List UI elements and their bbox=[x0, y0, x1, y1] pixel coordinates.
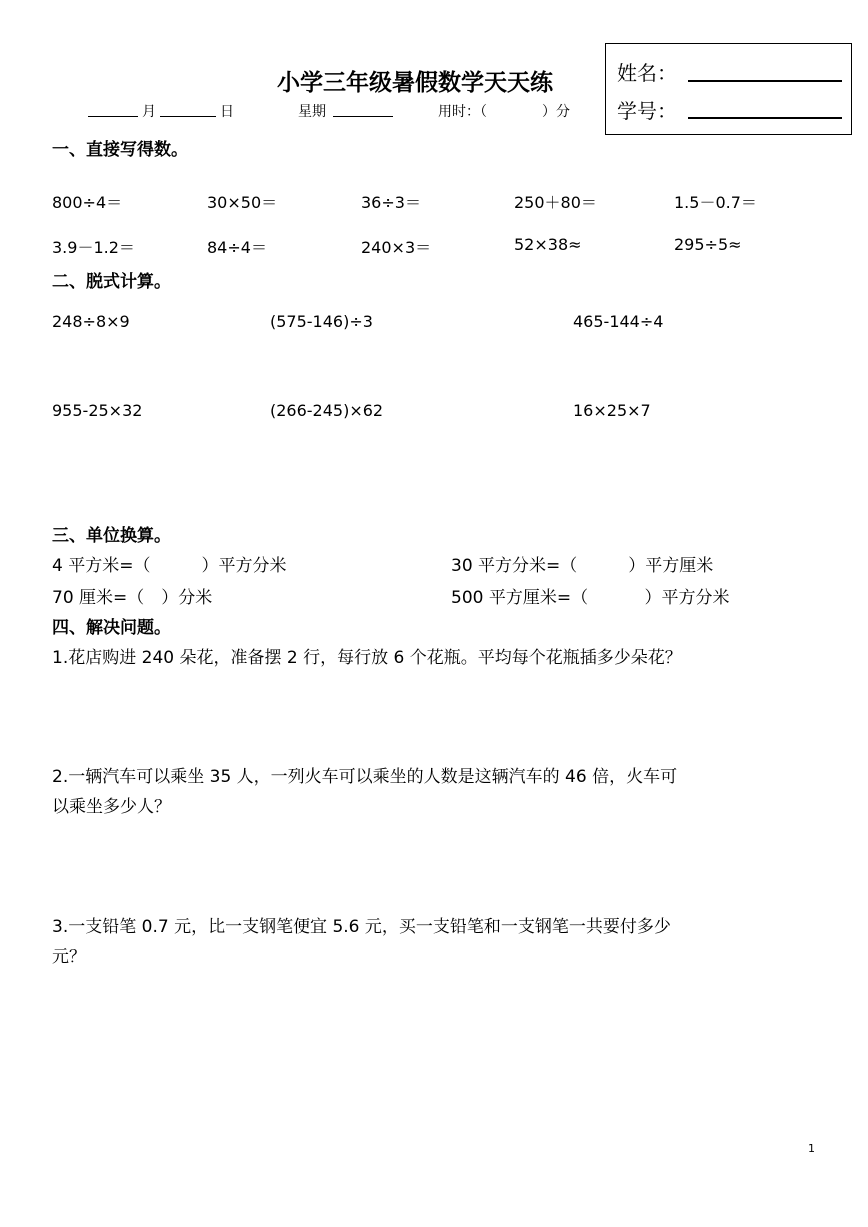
step-problem: 955-25×32 bbox=[52, 401, 143, 420]
student-number-field[interactable] bbox=[688, 117, 842, 119]
oral-problem: 800÷4＝ bbox=[52, 193, 123, 212]
oral-problem: 295÷5≈ bbox=[674, 235, 742, 254]
word-problem-2-line-1: 2.一辆汽车可以乘坐 35 人，一列火车可以乘坐的人数是这辆汽车的 46 倍，火车可 bbox=[52, 767, 678, 787]
step-problem: 248÷8×9 bbox=[52, 312, 130, 331]
name-field[interactable] bbox=[688, 80, 842, 82]
page-number: 1 bbox=[808, 1142, 815, 1155]
oral-problem: 1.5－0.7＝ bbox=[674, 193, 757, 212]
month-label: 月 bbox=[142, 104, 156, 120]
day-blank[interactable] bbox=[160, 102, 216, 117]
conversion-item: 30 平方分米=（ ）平方厘米 bbox=[451, 556, 714, 576]
word-problem-2-line-2: 以乘坐多少人？ bbox=[52, 797, 171, 817]
student-info-box bbox=[605, 43, 852, 135]
weekday-label: 星期 bbox=[298, 104, 326, 120]
page-title: 小学三年级暑假数学天天练 bbox=[277, 69, 553, 96]
time-unit: ）分 bbox=[542, 104, 570, 120]
oral-problem: 52×38≈ bbox=[514, 235, 582, 254]
section-title-direct-answers: 一、直接写得数。 bbox=[52, 140, 188, 160]
oral-problem: 250＋80＝ bbox=[514, 193, 597, 212]
student-number-label: 学号： bbox=[617, 99, 677, 123]
oral-problem: 3.9－1.2＝ bbox=[52, 238, 135, 257]
month-blank[interactable] bbox=[88, 102, 138, 117]
oral-problem: 36÷3＝ bbox=[361, 193, 421, 212]
name-label: 姓名： bbox=[617, 61, 677, 85]
step-problem: 16×25×7 bbox=[573, 401, 651, 420]
conversion-item: 70 厘米=（ ）分米 bbox=[52, 588, 213, 608]
weekday-blank[interactable] bbox=[333, 102, 393, 117]
word-problem-3-line-2: 元？ bbox=[52, 947, 86, 967]
conversion-item: 500 平方厘米=（ ）平方分米 bbox=[451, 588, 730, 608]
oral-problem: 240×3＝ bbox=[361, 238, 432, 257]
word-problem-1: 1.花店购进 240 朵花，准备摆 2 行，每行放 6 个花瓶。平均每个花瓶插多少朵花？ bbox=[52, 648, 682, 668]
day-label: 日 bbox=[220, 104, 234, 120]
step-problem: 465-144÷4 bbox=[573, 312, 664, 331]
step-problem: (266-245)×62 bbox=[270, 401, 384, 420]
section-title-step-calculation: 二、脱式计算。 bbox=[52, 272, 171, 292]
oral-problem: 30×50＝ bbox=[207, 193, 278, 212]
oral-problem: 84÷4＝ bbox=[207, 238, 267, 257]
section-title-word-problems: 四、解决问题。 bbox=[52, 618, 171, 638]
conversion-item: 4 平方米=（ ）平方分米 bbox=[52, 556, 287, 576]
time-label: 用时：（ bbox=[438, 104, 487, 120]
word-problem-3-line-1: 3.一支铅笔 0.7 元，比一支钢笔便宜 5.6 元，买一支铅笔和一支钢笔一共要付多少 bbox=[52, 917, 671, 937]
section-title-unit-conversion: 三、单位换算。 bbox=[52, 526, 171, 546]
step-problem: (575-146)÷3 bbox=[270, 312, 373, 331]
